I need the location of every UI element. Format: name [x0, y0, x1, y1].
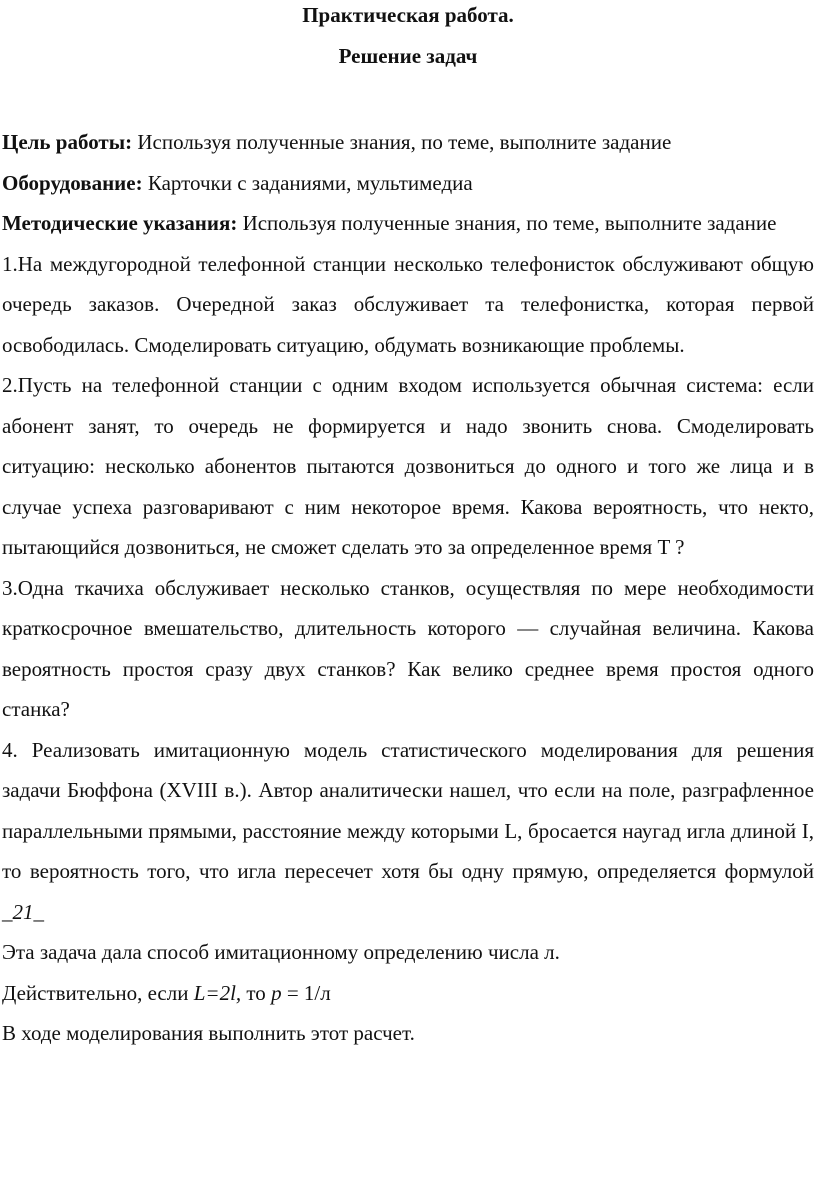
formula-placeholder: _21_: [2, 899, 44, 924]
guidelines-label: Методические указания:: [2, 211, 238, 235]
closing-prefix: Действительно, если: [2, 980, 194, 1005]
closing-middle: то: [241, 980, 272, 1005]
document-body: [2, 122, 814, 1054]
task-2: 2.Пусть на телефонной станции с одним входом используется обычная система: если абонент занят, то очередь не формируется и надо звонить снова. Смоделировать ситуацию: несколько абонентов пытаются дозвониться до одного и того же лица и в случае успеха разговаривают с ним некоторое время. Какова вероятность, что некто, пытающийся дозвониться, не сможет сделать это за определенное время T ?: [2, 373, 814, 559]
equipment-label: Оборудование:: [2, 170, 143, 195]
goal-line: [2, 122, 814, 163]
closing-condition: L=2l,: [193, 980, 242, 1005]
closing-line-3: В ходе моделирования выполнить этот расчет.: [2, 1021, 415, 1045]
page-title: Практическая работа.: [302, 3, 514, 27]
equipment-line: [2, 163, 814, 204]
closing-line-1: Эта задача дала способ имитационному определению числа л.: [2, 940, 560, 964]
closing-value: = 1/л: [281, 980, 331, 1005]
goal-text: Используя полученные знания, по теме, выполните задание: [132, 130, 672, 154]
equipment-text: Карточки с заданиями, мультимедиа: [142, 170, 473, 195]
task-1: 1.На междугородной телефонной станции несколько телефонисток обслуживают общую очередь заказов. Очередной заказ обслуживает та телефонистка, которая первой освободилась. Смоделировать ситуацию, обдумать возникающие проблемы.: [2, 251, 814, 357]
closing-p: p: [271, 980, 282, 1005]
task-4: [2, 730, 814, 933]
guidelines-line: [2, 203, 814, 244]
task-4-text: 4. Реализовать имитационную модель статистического моделирования для решения задачи Бюффона (XVIII в.). Автор аналитически нашел, что если на поле, разграфленное параллельными прямыми, расстояние между которыми L, бросается наугад игла длиной I, то вероятность того, что игла пересечет хотя бы одну прямую, определяется формулой: [2, 737, 814, 883]
closing-line-2: [2, 973, 814, 1014]
page-subtitle: Решение задач: [338, 44, 478, 68]
goal-label: Цель работы:: [2, 130, 133, 154]
task-3: 3.Одна ткачиха обслуживает несколько станков, осуществляя по мере необходимости краткосрочное вмешательство, длительность которого — случайная величина. Какова вероятность простоя сразу двух станков? Как велико среднее время простоя одного станка?: [2, 575, 814, 721]
guidelines-text: Используя полученные знания, по теме, выполните задание: [237, 211, 777, 235]
